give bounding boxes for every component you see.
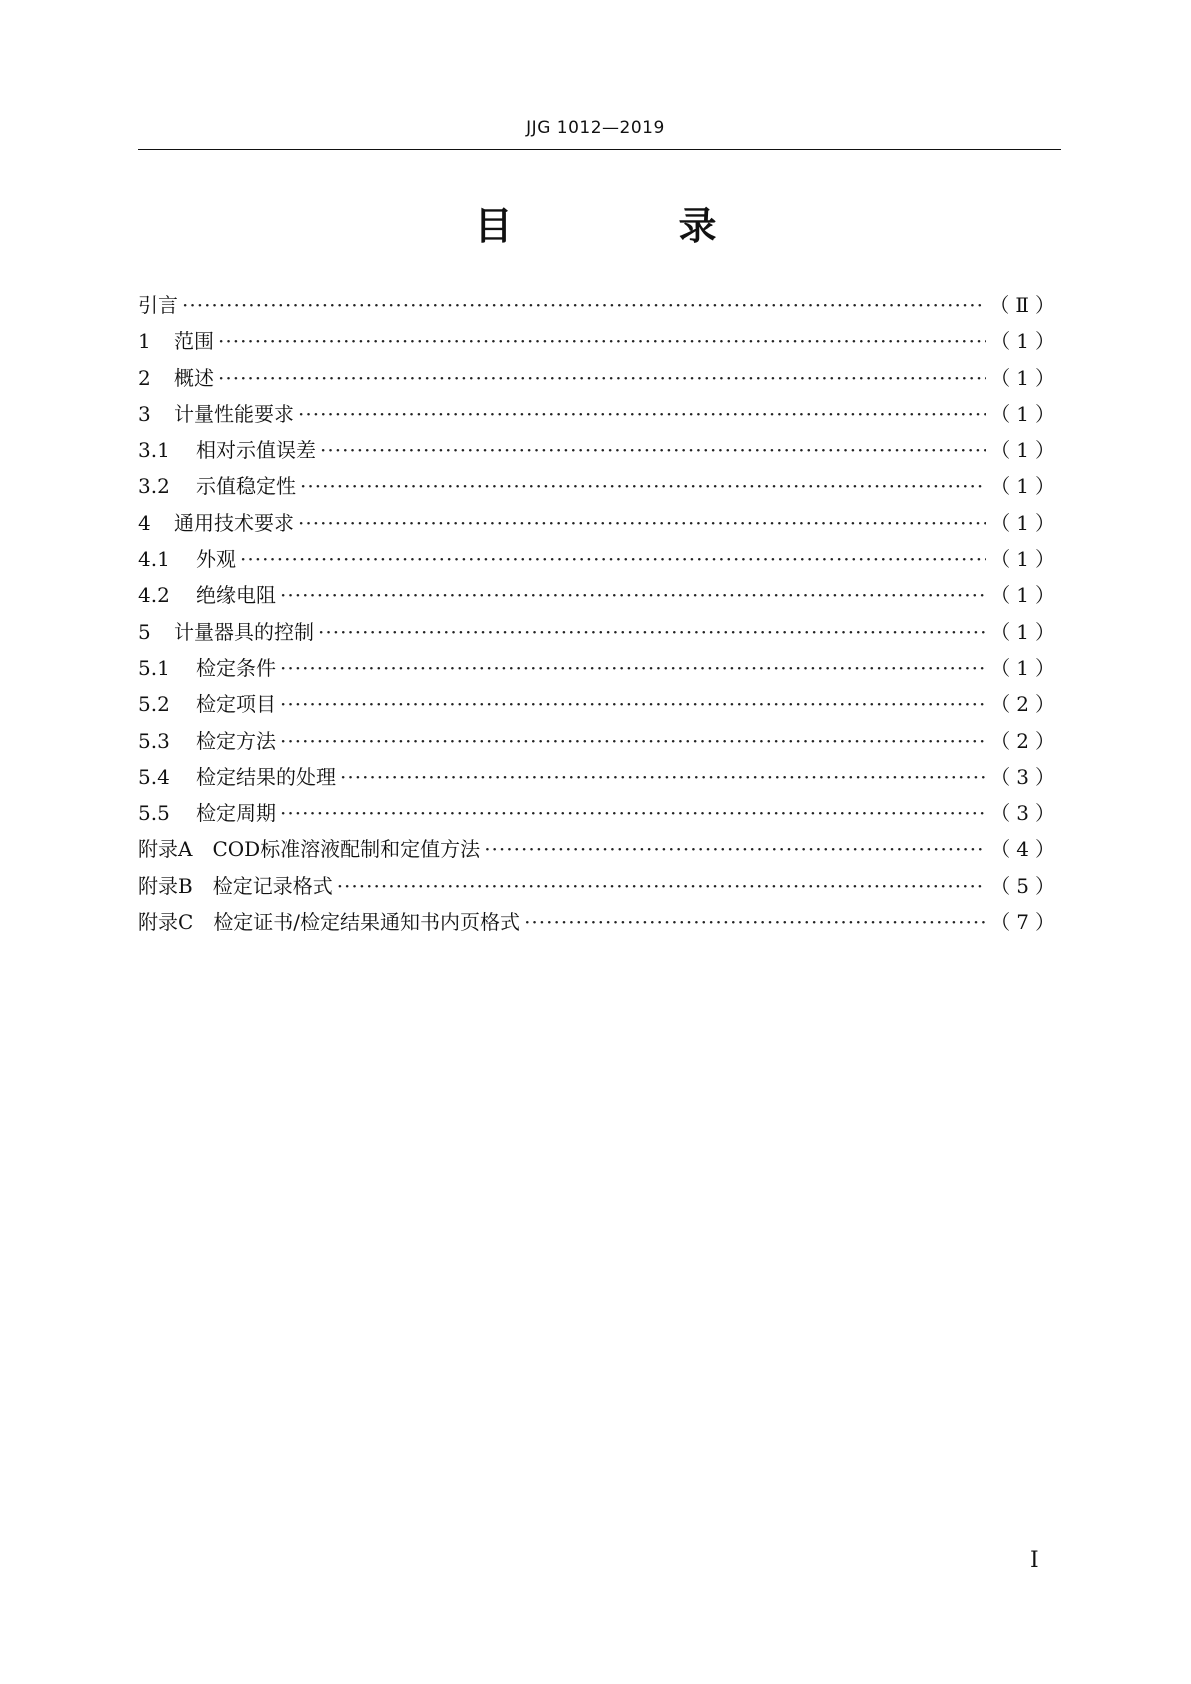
toc-entry-number: 5.2 xyxy=(138,692,170,717)
standard-code: JJG 1012—2019 xyxy=(526,118,665,138)
toc-entry-number: 1 xyxy=(138,329,151,354)
toc-entry-page: （Ⅱ） xyxy=(989,293,1061,317)
toc-entry-title: 通用技术要求 xyxy=(174,510,294,535)
toc-entry-number: 5.3 xyxy=(138,728,170,753)
toc-entry-label xyxy=(138,650,276,686)
toc-entry[interactable] xyxy=(138,759,1061,795)
toc-entry-title: 计量器具的控制 xyxy=(174,619,314,644)
toc-entry-number: 4.2 xyxy=(138,583,170,608)
toc-entry-number: 4.1 xyxy=(138,547,170,572)
dot-leader xyxy=(218,360,986,396)
toc-entry-label xyxy=(138,360,214,396)
toc-entry[interactable] xyxy=(138,396,1061,432)
toc-entry-title: 检定记录格式 xyxy=(212,873,333,898)
toc-entry[interactable] xyxy=(138,904,1061,940)
toc-entry[interactable] xyxy=(138,360,1061,396)
toc-entry-label xyxy=(138,577,276,613)
toc-entry-page: （1） xyxy=(990,401,1061,426)
toc-entry-title: 检定结果的处理 xyxy=(196,764,336,789)
toc-entry[interactable] xyxy=(138,323,1061,359)
toc-entry-label xyxy=(138,505,294,541)
toc-entry-label xyxy=(138,287,178,323)
toc-entry-number: 5.5 xyxy=(138,801,170,826)
toc-entry-page: （1） xyxy=(990,438,1061,463)
dot-leader xyxy=(300,468,986,504)
toc-entry-number: 2 xyxy=(138,365,151,390)
toc-entry[interactable] xyxy=(138,795,1061,831)
dot-leader xyxy=(320,432,986,468)
toc-entry-page: （1） xyxy=(990,329,1061,354)
dot-leader xyxy=(298,505,986,541)
dot-leader xyxy=(337,868,987,904)
toc-entry-page: （2） xyxy=(990,728,1061,753)
dot-leader xyxy=(280,686,986,722)
page-number: Ⅰ xyxy=(1030,1548,1039,1573)
toc-entry-label xyxy=(138,541,236,577)
toc-entry-title: 检定方法 xyxy=(196,728,276,753)
toc-entry[interactable] xyxy=(138,614,1061,650)
dot-leader xyxy=(182,287,985,323)
toc-entry-title: 绝缘电阻 xyxy=(196,583,276,608)
table-of-contents xyxy=(138,287,1061,940)
toc-entry-label xyxy=(138,904,520,940)
dot-leader xyxy=(298,396,986,432)
toc-entry-title: 检定周期 xyxy=(196,801,276,826)
toc-entry-number: 3.2 xyxy=(138,474,170,499)
dot-leader xyxy=(280,650,986,686)
dot-leader xyxy=(218,323,986,359)
toc-entry-number: 附录C xyxy=(138,910,194,935)
toc-entry-label xyxy=(138,686,276,722)
toc-entry-page: （3） xyxy=(990,801,1061,826)
toc-entry-title: 示值稳定性 xyxy=(196,474,296,499)
toc-entry[interactable] xyxy=(138,577,1061,613)
toc-entry[interactable] xyxy=(138,650,1061,686)
toc-entry[interactable] xyxy=(138,432,1061,468)
toc-entry-page: （4） xyxy=(990,837,1061,862)
toc-entry-page: （1） xyxy=(990,619,1061,644)
toc-entry[interactable] xyxy=(138,831,1061,867)
toc-entry-label xyxy=(138,396,294,432)
toc-entry-number: 附录A xyxy=(138,837,193,862)
toc-entry-title: 外观 xyxy=(196,547,236,572)
toc-entry-title: 概述 xyxy=(174,365,214,390)
toc-entry[interactable] xyxy=(138,468,1061,504)
toc-entry-title: 检定项目 xyxy=(196,692,276,717)
toc-entry-label xyxy=(138,759,336,795)
toc-entry-number: 5.1 xyxy=(138,655,170,680)
toc-entry-label xyxy=(138,468,296,504)
dot-leader xyxy=(240,541,986,577)
toc-entry-number: 3.1 xyxy=(138,438,170,463)
dot-leader xyxy=(524,904,986,940)
toc-entry-label xyxy=(138,831,480,867)
dot-leader xyxy=(484,831,986,867)
toc-entry-page: （1） xyxy=(990,583,1061,608)
toc-entry[interactable] xyxy=(138,541,1061,577)
toc-entry-number: 附录B xyxy=(138,873,193,898)
toc-entry-number: 3 xyxy=(138,401,151,426)
dot-leader xyxy=(280,723,986,759)
toc-entry-title: 引言 xyxy=(138,293,178,317)
toc-entry-number: 5 xyxy=(138,619,151,644)
toc-entry-title: 范围 xyxy=(174,329,214,354)
toc-entry[interactable] xyxy=(138,287,1061,323)
toc-entry-page: （1） xyxy=(990,547,1061,572)
toc-entry-page: （3） xyxy=(990,764,1061,789)
toc-entry-number: 4 xyxy=(138,510,151,535)
toc-entry-page: （2） xyxy=(990,692,1061,717)
toc-entry-title: 相对示值误差 xyxy=(196,438,316,463)
toc-entry-page: （1） xyxy=(990,655,1061,680)
toc-entry-page: （1） xyxy=(990,474,1061,499)
toc-entry-title: 计量性能要求 xyxy=(174,401,294,426)
toc-entry-label xyxy=(138,614,314,650)
dot-leader xyxy=(318,614,986,650)
toc-entry-label xyxy=(138,323,214,359)
toc-entry-page: （7） xyxy=(990,910,1061,935)
toc-entry[interactable] xyxy=(138,723,1061,759)
toc-entry[interactable] xyxy=(138,505,1061,541)
toc-entry-page: （1） xyxy=(990,510,1061,535)
toc-entry-label xyxy=(138,432,316,468)
toc-entry-page: （1） xyxy=(990,365,1061,390)
dot-leader xyxy=(340,759,986,795)
toc-entry-title: COD标准溶液配制和定值方法 xyxy=(212,837,481,862)
toc-entry-label xyxy=(138,795,276,831)
toc-entry-label xyxy=(138,723,276,759)
toc-entry[interactable] xyxy=(138,868,1061,904)
toc-entry-label xyxy=(138,868,333,904)
toc-entry-title: 检定证书/检定结果通知书内页格式 xyxy=(213,910,521,935)
toc-entry-page: （5） xyxy=(990,873,1061,898)
header-rule xyxy=(138,149,1061,150)
dot-leader xyxy=(280,795,986,831)
toc-entry-number: 5.4 xyxy=(138,764,170,789)
toc-title: 目 录 xyxy=(474,204,781,248)
dot-leader xyxy=(280,577,986,613)
toc-entry[interactable] xyxy=(138,686,1061,722)
toc-entry-title: 检定条件 xyxy=(196,655,276,680)
